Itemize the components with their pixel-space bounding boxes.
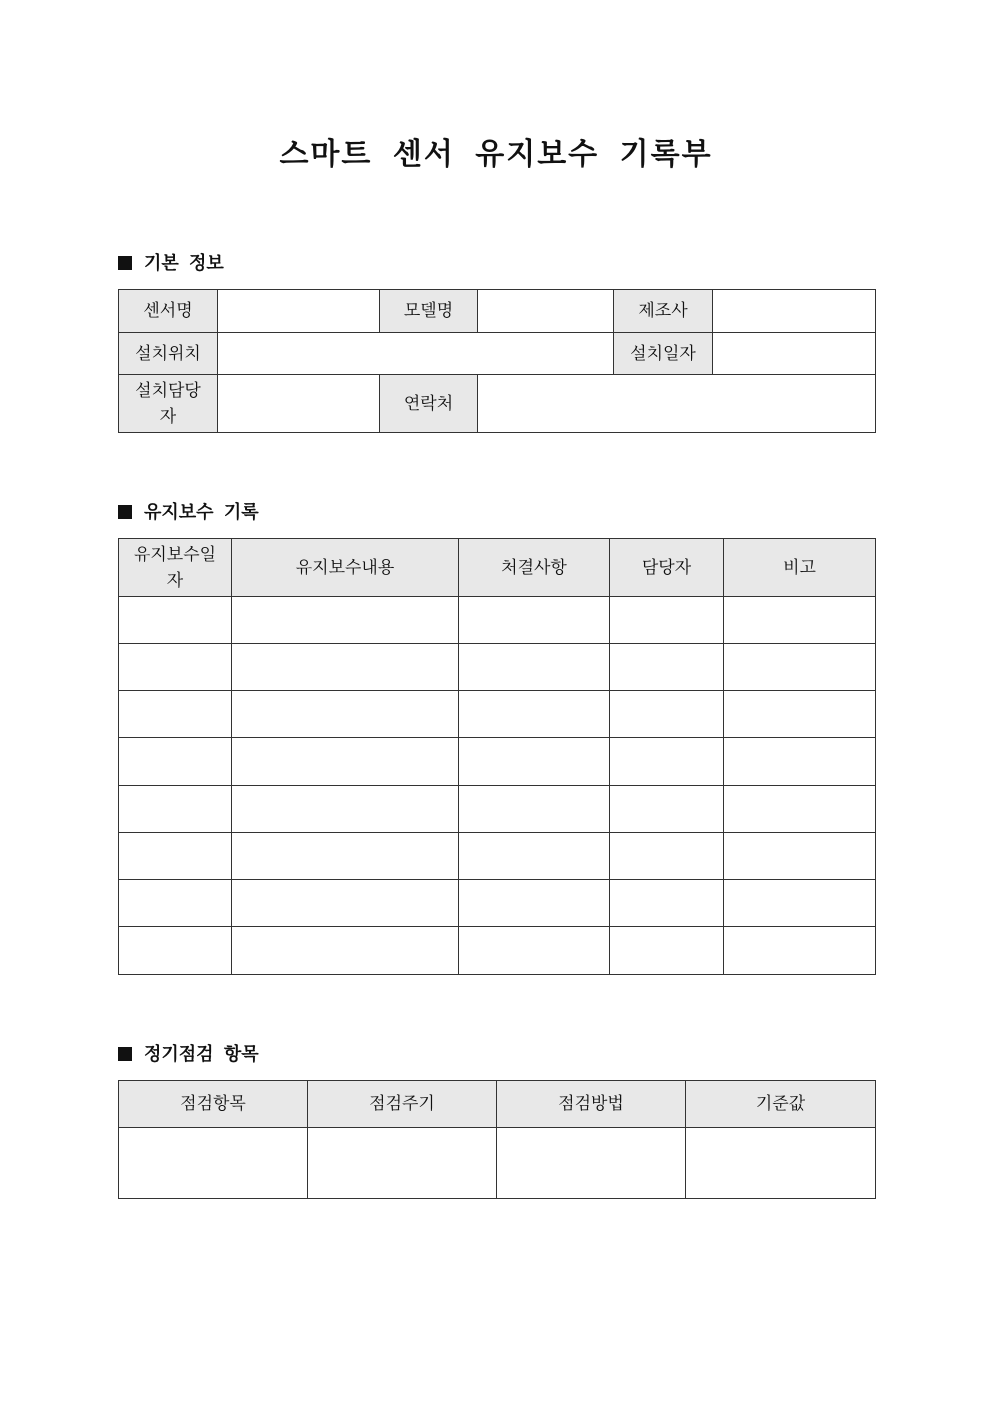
section-heading-text: 정기점검 항목 [144,1044,259,1065]
date-cell[interactable] [119,833,232,880]
table-row [119,333,876,375]
date-cell[interactable] [119,738,232,786]
table-row [119,1128,876,1199]
action-cell[interactable] [459,597,610,644]
inspection-table [118,1080,876,1199]
table-row [119,644,876,691]
table-row [119,786,876,833]
column-header-person: 담당자 [610,539,724,597]
table-row [119,738,876,786]
date-cell[interactable] [119,927,232,975]
table-row [119,927,876,975]
basic-info-table [118,289,876,433]
action-cell[interactable] [459,927,610,975]
maintenance-table [118,538,876,975]
install-location-field[interactable] [218,333,614,375]
content-cell[interactable] [232,786,459,833]
remarks-cell[interactable] [724,644,876,691]
date-cell[interactable] [119,597,232,644]
column-header-cycle: 점검주기 [308,1081,497,1128]
table-row [119,880,876,927]
action-cell[interactable] [459,833,610,880]
person-cell[interactable] [610,833,724,880]
action-cell[interactable] [459,738,610,786]
remarks-cell[interactable] [724,880,876,927]
section-heading-text: 유지보수 기록 [144,502,259,523]
table-row [119,833,876,880]
remarks-cell[interactable] [724,927,876,975]
sensor-name-field[interactable] [218,290,380,333]
sensor-name-label: 센서명 [119,290,218,333]
column-header-date: 유지보수일자 [119,539,232,597]
person-cell[interactable] [610,644,724,691]
installer-field[interactable] [218,375,380,433]
person-cell[interactable] [610,597,724,644]
date-cell[interactable] [119,644,232,691]
table-row [119,597,876,644]
manufacturer-label: 제조사 [614,290,713,333]
content-cell[interactable] [232,597,459,644]
section-heading-inspection [118,1042,259,1068]
table-row [119,691,876,738]
table-row [119,375,876,433]
method-cell[interactable] [497,1128,686,1199]
column-header-remarks: 비고 [724,539,876,597]
install-date-label: 설치일자 [614,333,713,375]
date-cell[interactable] [119,691,232,738]
content-cell[interactable] [232,691,459,738]
action-cell[interactable] [459,691,610,738]
person-cell[interactable] [610,880,724,927]
content-cell[interactable] [232,738,459,786]
content-cell[interactable] [232,833,459,880]
person-cell[interactable] [610,738,724,786]
cycle-cell[interactable] [308,1128,497,1199]
item-cell[interactable] [119,1128,308,1199]
install-date-field[interactable] [713,333,876,375]
content-cell[interactable] [232,927,459,975]
remarks-cell[interactable] [724,833,876,880]
date-cell[interactable] [119,880,232,927]
column-header-standard: 기준값 [686,1081,876,1128]
action-cell[interactable] [459,786,610,833]
section-heading-maintenance [118,500,259,526]
action-cell[interactable] [459,880,610,927]
column-header-action: 처결사항 [459,539,610,597]
remarks-cell[interactable] [724,738,876,786]
column-header-method: 점검방법 [497,1081,686,1128]
black-square-icon [118,1047,132,1061]
person-cell[interactable] [610,786,724,833]
black-square-icon [118,505,132,519]
column-header-item: 점검항목 [119,1081,308,1128]
model-name-label: 모델명 [380,290,478,333]
column-header-content: 유지보수내용 [232,539,459,597]
section-heading-text: 기본 정보 [144,253,224,274]
action-cell[interactable] [459,644,610,691]
table-row [119,290,876,333]
content-cell[interactable] [232,644,459,691]
contact-label: 연락처 [380,375,478,433]
content-cell[interactable] [232,880,459,927]
installer-label: 설치담당자 [119,375,218,433]
section-heading-basic-info [118,251,224,277]
black-square-icon [118,256,132,270]
remarks-cell[interactable] [724,597,876,644]
table-header-row [119,539,876,597]
remarks-cell[interactable] [724,786,876,833]
remarks-cell[interactable] [724,691,876,738]
table-header-row [119,1081,876,1128]
person-cell[interactable] [610,927,724,975]
install-location-label: 설치위치 [119,333,218,375]
manufacturer-field[interactable] [713,290,876,333]
standard-cell[interactable] [686,1128,876,1199]
document-title: 스마트 센서 유지보수 기록부 [279,137,713,172]
contact-field[interactable] [478,375,876,433]
person-cell[interactable] [610,691,724,738]
date-cell[interactable] [119,786,232,833]
model-name-field[interactable] [478,290,614,333]
